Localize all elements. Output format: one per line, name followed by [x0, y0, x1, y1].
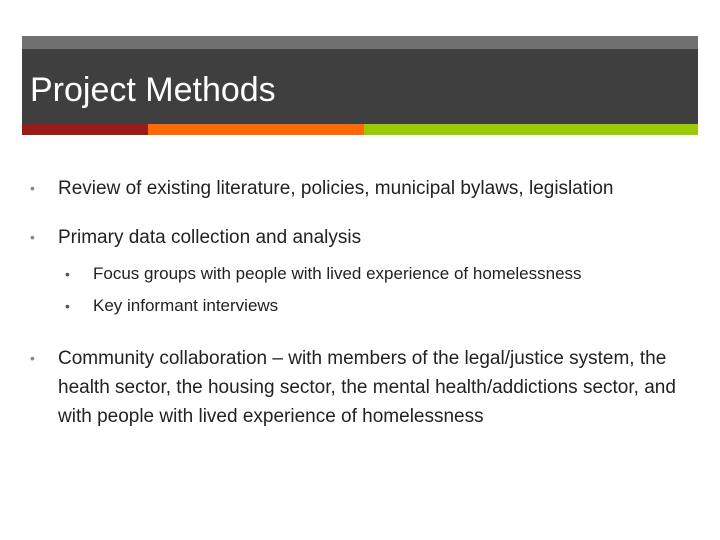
- accent-segment-red: [22, 124, 148, 135]
- title-top-strip: [22, 36, 698, 49]
- accent-strip: [22, 124, 698, 135]
- accent-segment-green: [364, 124, 698, 135]
- sub-bullet-list: [65, 258, 690, 322]
- sub-bullet-item: [65, 290, 690, 322]
- title-bar: [22, 36, 698, 124]
- slide-content: [30, 174, 690, 431]
- bullet-item: [30, 344, 690, 431]
- bullet-dot-icon: •: [30, 229, 35, 245]
- slide-title: Project Methods: [30, 71, 276, 109]
- bullet-text: Primary data collection and analysis: [58, 227, 362, 248]
- bullet-dot-icon: •: [30, 180, 35, 196]
- bullet-text: Community collaboration – with members of the legal/justice system, the health sector, the housing sector, the mental health/addictions sector, and with people with lived experience of homelessness: [58, 348, 676, 427]
- bullet-dot-icon: •: [65, 266, 70, 282]
- bullet-dot-icon: •: [65, 298, 70, 314]
- bullet-item: [30, 223, 690, 252]
- bullet-item: [30, 174, 690, 203]
- sub-bullet-text: Key informant interviews: [93, 296, 279, 315]
- sub-bullet-text: Focus groups with people with lived experience of homelessness: [93, 264, 582, 283]
- bullet-text: Review of existing literature, policies, municipal bylaws, legislation: [58, 178, 614, 199]
- sub-bullet-item: [65, 258, 690, 290]
- accent-segment-orange: [148, 124, 364, 135]
- bullet-dot-icon: •: [30, 350, 35, 366]
